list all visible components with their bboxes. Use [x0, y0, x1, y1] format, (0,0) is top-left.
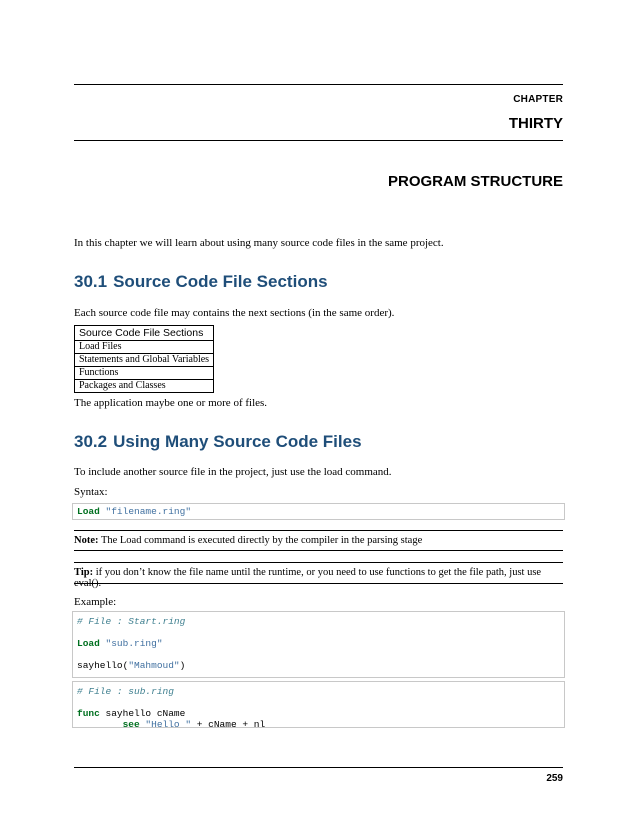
code-string: "Mahmoud"	[128, 660, 180, 671]
tip-bottom-rule	[74, 583, 563, 584]
section-title: Source Code File Sections	[113, 272, 328, 291]
table-row	[75, 341, 214, 354]
code-keyword: Load	[77, 506, 100, 517]
section-number: 30.2	[74, 432, 108, 451]
section1-paragraph: Each source code file may contains the next sections (in the same order).	[74, 307, 395, 319]
table-row	[75, 367, 214, 380]
tip-label: Tip:	[74, 567, 94, 578]
chapter-title: PROGRAM STRUCTURE	[388, 173, 563, 190]
code-text: )	[179, 660, 186, 671]
header-top-rule	[74, 84, 563, 85]
tip-admonition	[74, 567, 563, 589]
page-number: 259	[546, 773, 563, 784]
code-text: + cName + nl	[191, 719, 266, 730]
code-string: "Hello "	[145, 719, 192, 730]
table-header: Source Code File Sections	[75, 326, 214, 341]
section-heading-1	[74, 272, 328, 292]
code-comment: # File : Start.ring	[77, 616, 186, 627]
section2-paragraph: To include another source file in the project, just use the load command.	[74, 466, 392, 478]
sections-table	[74, 325, 214, 393]
chapter-label: CHAPTER	[513, 94, 563, 105]
note-top-rule	[74, 530, 563, 531]
note-text: The Load command is executed directly by the compiler in the parsing stage	[100, 535, 423, 546]
example-label: Example:	[74, 596, 117, 608]
table-cell: Packages and Classes	[75, 380, 214, 393]
chapter-number: THIRTY	[508, 115, 563, 132]
footer-rule	[74, 767, 563, 768]
code-text: sayhello(	[77, 660, 129, 671]
syntax-label: Syntax:	[74, 486, 108, 498]
intro-paragraph: In this chapter we will learn about using many source code files in the same project.	[74, 237, 444, 249]
code-keyword: func	[77, 708, 100, 719]
code-keyword: Load	[77, 638, 100, 649]
syntax-code-block	[72, 503, 565, 520]
table-cell: Load Files	[75, 341, 214, 354]
code-text: sayhello cName	[99, 708, 186, 719]
section-number: 30.1	[74, 272, 108, 291]
tip-text: if you don’t know the file name until the runtime, or you need to use functions to get the file path, just use eval().	[74, 567, 542, 589]
code-comment: # File : sub.ring	[77, 686, 174, 697]
section1-after-paragraph: The application maybe one or more of files.	[74, 397, 268, 409]
table-row	[75, 380, 214, 393]
example-code-block-sub	[72, 681, 565, 728]
code-keyword: see	[122, 719, 140, 730]
section-title: Using Many Source Code Files	[113, 432, 362, 451]
tip-top-rule	[74, 562, 563, 563]
section-heading-2	[74, 432, 362, 452]
table-cell: Functions	[75, 367, 214, 380]
code-string: "sub.ring"	[105, 638, 163, 649]
note-label: Note:	[74, 535, 99, 546]
note-bottom-rule	[74, 550, 563, 551]
table-cell: Statements and Global Variables	[75, 354, 214, 367]
example-code-block-start	[72, 611, 565, 678]
code-string: "filename.ring"	[105, 506, 192, 517]
header-bottom-rule	[74, 140, 563, 141]
table-row	[75, 354, 214, 367]
note-admonition	[74, 535, 563, 546]
